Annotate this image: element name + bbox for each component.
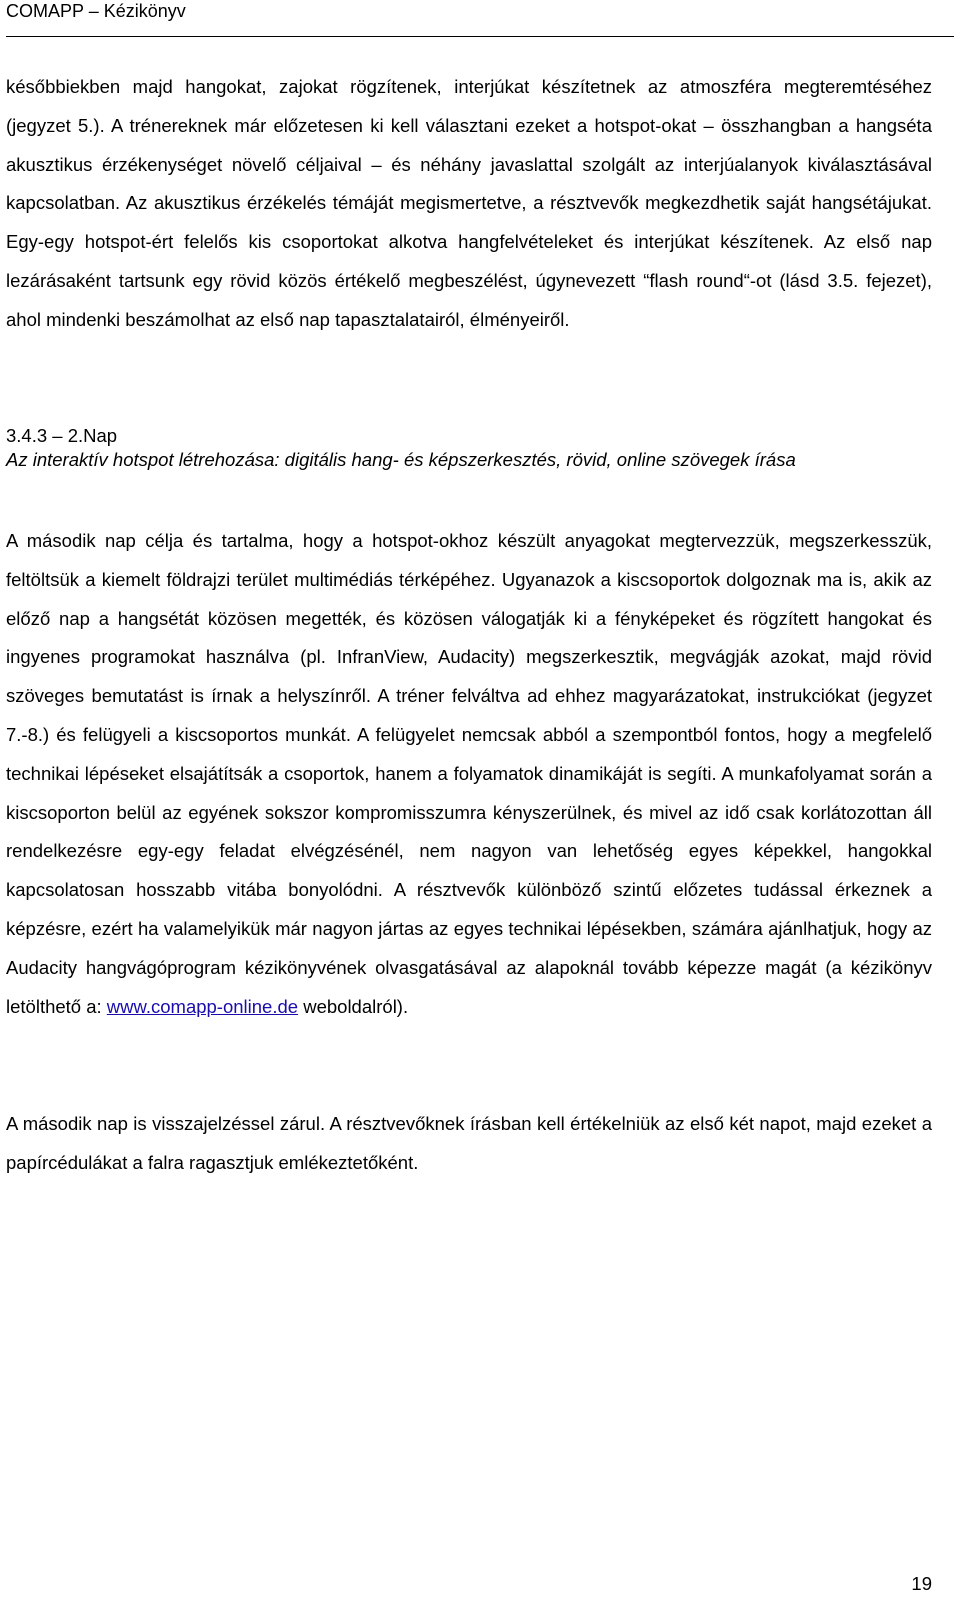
- body-paragraph-1: későbbiekben majd hangokat, zajokat rögzítenek, interjúkat készítetnek az atmoszféra megteremtéséhez (jegyzet 5.). A trénereknek már előzetesen ki kell választani ezeket a hotspot-okat – összhangban a hangséta akusztikus érzékenységet növelő céljaival – és néhány javaslattal szolgált az interjúalanyok kiválasztásával kapcsolatban. Az akusztikus érzékelés témáját megismertetve, a résztvevők megkezdhetik saját hangsétájukat. Egy-egy hotspot-ért felelős kis csoportokat alkotva hangfelvételeket és interjúkat készítenek. Az első nap lezárásaként tartsunk egy rövid közös értékelő megbeszélést, úgynevezett “flash round“-ot (lásd 3.5. fejezet), ahol mindenki beszámolhat az első nap tapasztalatairól, élményeiről.: [6, 76, 932, 330]
- page-number: 19: [911, 1573, 932, 1594]
- section-heading: 3.4.3 – 2.Nap: [6, 425, 118, 446]
- page-header-title: COMAPP – Kézikönyv: [6, 1, 186, 21]
- paragraph-2-text: A második nap célja és tartalma, hogy a hotspot-okhoz készült anyagokat megtervezzük, megszerkesszük, feltöltsük a kiemelt földrajzi terület multimédiás térképéhez. Ugyanazok a kiscsoportok dolgoznak ma is, akik az előző nap a hangsétát közösen megették, és közösen válogatják ki a fényképeket és rögzített hangokat és ingyenes programokat használva (pl. InfranView, Audacity) megszerkesztik, megvágják azokat, majd rövid szöveges bemutatást is írnak a helyszínről. A tréner felváltva ad ehhez magyarázatokat, instrukciókat (jegyzet 7.-8.) és felügyeli a kiscsoportos munkát. A felügyelet nemcsak abból a szempontból fontos, hogy a megfelelő technikai lépéseket elsajátítsák a csoportok, hanem a folyamatok dinamikáját is segíti. A munkafolyamat során a kiscsoporton belül az egyének sokszor kompromisszumra kényszerülnek, és mivel az idő csak korlátozottan áll rendelkezésre egy-egy feladat elvégzésénél, nem nagyon van lehetőség egyes képekkel, hangokkal kapcsolatosan hosszabb vitába bonyolódni. A résztvevők különböző szintű előzetes tudással érkeznek a képzésre, ezért ha valamelyikük már nagyon jártas az egyes technikai lépésekben, számára ajánlhatjuk, hogy az Audacity hangvágóprogram kézikönyvének olvasgatásával az alapoknál tovább képezze magát (a kézikönyv letölthető a:: [6, 530, 932, 1017]
- body-paragraph-2: [6, 522, 932, 1026]
- section-subtitle: Az interaktív hotspot létrehozása: digitális hang- és képszerkesztés, rövid, online szövegek írása: [6, 449, 796, 470]
- comapp-website-link[interactable]: www.comapp-online.de: [106, 995, 299, 1017]
- paragraph-2-tail: weboldalról).: [298, 995, 409, 1017]
- header-divider: [6, 36, 954, 37]
- body-paragraph-3: A második nap is visszajelzéssel zárul. A résztvevőknek írásban kell értékelniük az első két napot, majd ezeket a papírcédulákat a falra ragasztjuk emlékeztetőként.: [6, 1113, 932, 1173]
